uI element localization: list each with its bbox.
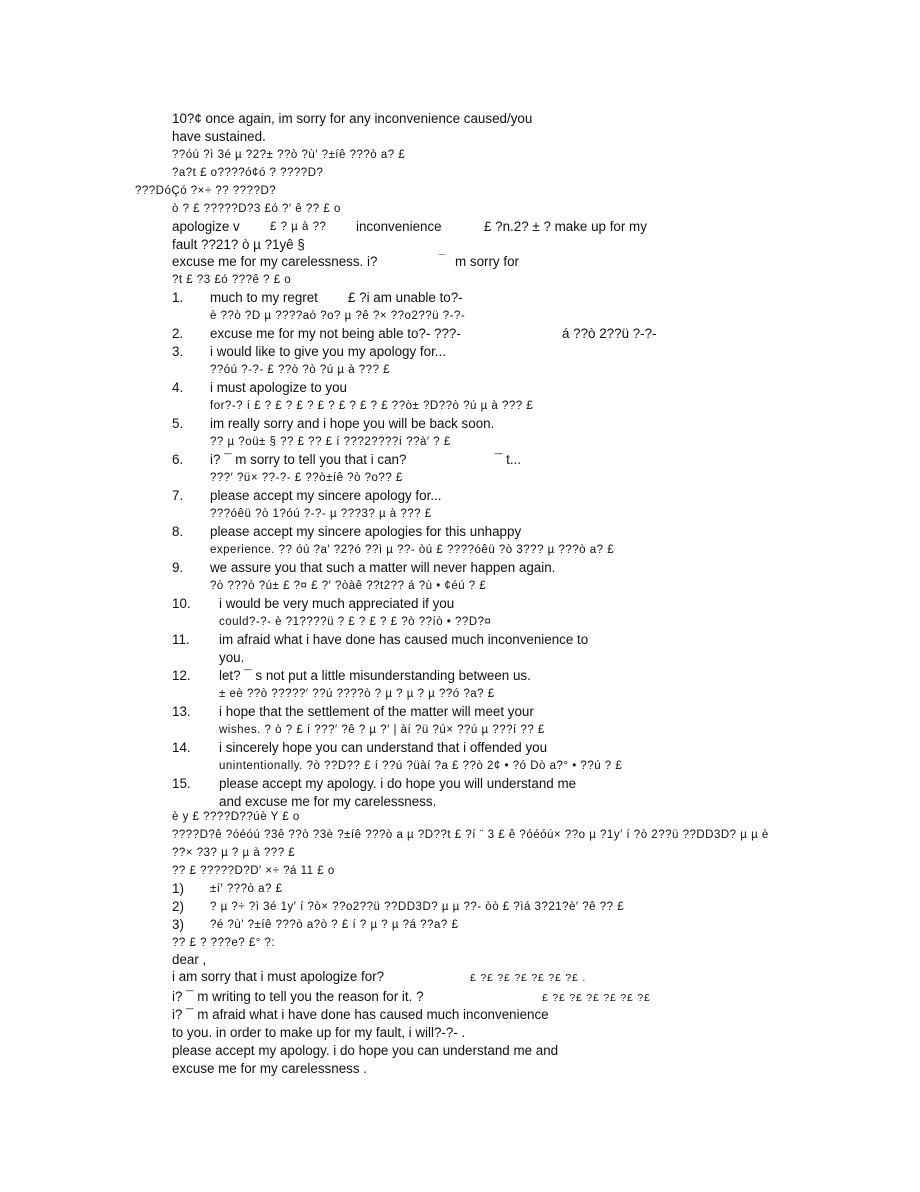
item-line: ± eè ??ò ?????′ ??ú ????ò ? µ ? µ ? µ ??ó ?a? £ xyxy=(219,688,495,700)
intro-line-3: ??óú ?ì 3é µ ?2?± ??ò ?ù′ ?±íê ???ò a? £ xyxy=(172,149,406,161)
item-number: 6. xyxy=(172,452,184,467)
template-line-6: excuse me for my carelessness . xyxy=(172,1061,367,1076)
item-number: 1. xyxy=(172,290,184,305)
vocab-excuse: excuse me for my carelessness. i? xyxy=(172,254,378,269)
item-line: please accept my sincere apology for... xyxy=(210,488,442,503)
template-line-3: i? ¯ m afraid what i have done has caused much inconvenience xyxy=(172,1007,549,1022)
item-line: i would be very much appreciated if you xyxy=(219,596,455,611)
vocab-makeup: £ ?n.2? ± ? make up for my xyxy=(484,219,647,234)
item-number: 12. xyxy=(172,668,191,683)
item-line: i sincerely hope you can understand that i offended you xyxy=(219,740,548,755)
template-line-1: i am sorry that i must apologize for? xyxy=(172,969,385,984)
template-dear: dear , xyxy=(172,952,207,967)
template-heading: ?? £ ? ???e? £° ?: xyxy=(172,937,276,949)
item-number: 8. xyxy=(172,524,184,539)
item-line: ???′ ?ü× ??-?- £ ??ò±íê ?ò ?o?? £ xyxy=(210,472,403,484)
item-line: could?-?- è ?1????ü ? £ ? £ ? £ ?ò ??íò • ??D?¤ xyxy=(219,616,492,628)
item-number: 15. xyxy=(172,776,191,791)
item-number: 11. xyxy=(172,632,190,647)
item-number: 3. xyxy=(172,344,184,359)
intro-line-4: ?a?t £ o????ó¢ó ? ????D? xyxy=(172,167,324,179)
intro-line-1: 10?¢ once again, im sorry for any inconvenience caused/you xyxy=(172,111,533,126)
item-line: ?? µ ?oü± § ?? £ ?? £ í ???2????í ??à′ ? £ xyxy=(210,436,451,448)
vocab-excuse-tail: m sorry for xyxy=(455,254,519,269)
point-text: ?é ?ù′ ?±íê ???ò a?ò ? £ í ? µ ? µ ?á ??a? £ xyxy=(210,919,459,931)
item-line: please accept my sincere apologies for this unhappy xyxy=(210,524,522,539)
item-line: unintentionally. ?ò ??D?? £ í ??ú ?üàí ?a £ ??ò 2¢ • ?ó Dò a?° • ??ú ? £ xyxy=(219,760,623,772)
point-text: ±í′ ???ò a? £ xyxy=(210,883,283,895)
after-line: ?? £ ?????D?D′ ×÷ ?á 11 £ o xyxy=(172,865,335,877)
subheading-2: ?t £ ?3 £ó ???ê ? £ o xyxy=(172,274,292,286)
item-line: excuse me for my not being able to?- ???- xyxy=(210,326,461,341)
item-line: i must apologize to you xyxy=(210,380,347,395)
point-text: ? µ ?÷ ?ì 3é 1y′ í ?ò× ??o2??ü ??DD3D? µ µ ??- òò £ ?ìá 3?21?è′ ?ê ?? £ xyxy=(210,901,625,913)
template-line-4: to you. in order to make up for my fault, i will?-?- . xyxy=(172,1025,466,1040)
item-number: 13. xyxy=(172,704,191,719)
item-line: let? ¯ s not put a little misunderstanding between us. xyxy=(219,668,531,683)
item-line: experience. ?? óú ?a′ ?2?ó ??ì µ ??- òú £ ????óêü ?ò 3??? µ ???ò a? £ xyxy=(210,544,615,556)
item-line: im really sorry and i hope you will be back soon. xyxy=(210,416,495,431)
item-line: ?ò ???ò ?ú± £ ?¤ £ ?′ ?òàê ??t2?? á ?ù • ¢éú ? £ xyxy=(210,580,487,592)
point-number: 2) xyxy=(172,899,184,914)
item-line: for?-? í £ ? £ ? £ ? £ ? £ ? £ ? £ ??ò± ?D??ò ?ú µ à ??? £ xyxy=(210,400,534,412)
item-line: ??óú ?-?- £ ??ò ?ò ?ú µ à ??? £ xyxy=(210,364,391,376)
item-number: 7. xyxy=(172,488,184,503)
section-heading: ???DóÇó ?×÷ ?? ????D? xyxy=(135,185,277,197)
item-extra: ¯ t... xyxy=(495,452,521,467)
template-line-1-tail: £ ?£ ?£ ?£ ?£ ?£ ?£ . xyxy=(470,972,587,984)
vocab-fault: fault ??21? ò µ ?1yê § xyxy=(172,237,305,252)
item-number: 4. xyxy=(172,380,184,395)
item-line: we assure you that such a matter will never happen again. xyxy=(210,560,556,575)
subheading-1: ò ? £ ?????D?3 £ó ?′ ê ?? £ o xyxy=(172,203,341,215)
template-line-5: please accept my apology. i do hope you can understand me and xyxy=(172,1043,559,1058)
vocab-apologize: apologize v xyxy=(172,219,240,234)
item-line: wishes. ? ò ? £ í ???′ ?ê ? µ ?′ | àí ?ü ?ú× ??ú µ ???í ?? £ xyxy=(219,724,545,736)
item-line: and excuse me for my carelessness. xyxy=(219,794,437,809)
vocab-apologize-gloss: £ ? µ à ?? xyxy=(270,221,327,233)
template-line-2-tail: £ ?£ ?£ ?£ ?£ ?£ ?£ xyxy=(542,992,651,1004)
item-line: ???óêü ?ò 1?óú ?-?- µ ???3? µ à ??? £ xyxy=(210,508,432,520)
item-line: i? ¯ m sorry to tell you that i can? xyxy=(210,452,407,467)
item-line: much to my regret xyxy=(210,290,318,305)
item-line: im afraid what i have done has caused much inconvenience to xyxy=(219,632,589,647)
item-extra: £ ?i am unable to?- xyxy=(348,290,463,305)
item-line: you. xyxy=(219,650,245,665)
vocab-excuse-mark: ¯ xyxy=(439,253,446,265)
intro-line-2: have sustained. xyxy=(172,129,266,144)
point-number: 3) xyxy=(172,917,184,932)
template-line-2: i? ¯ m writing to tell you the reason for it. ? xyxy=(172,989,424,1004)
item-number: 9. xyxy=(172,560,184,575)
item-line: è ??ò ?D µ ????aò ?o? µ ?ê ?× ??o2??ü ?-?- xyxy=(210,310,466,322)
item-number: 5. xyxy=(172,416,184,431)
after-line: è y £ ????D??úè Y £ o xyxy=(172,811,300,823)
item-line: i would like to give you my apology for... xyxy=(210,344,446,359)
point-number: 1) xyxy=(172,881,184,896)
item-number: 14. xyxy=(172,740,191,755)
item-line: please accept my apology. i do hope you will understand me xyxy=(219,776,577,791)
vocab-inconvenience: inconvenience xyxy=(356,219,442,234)
item-line: i hope that the settlement of the matter will meet your xyxy=(219,704,534,719)
after-line: ??× ?3? µ ? µ à ??? £ xyxy=(172,847,296,859)
item-number: 10. xyxy=(172,596,191,611)
item-number: 2. xyxy=(172,326,184,341)
item-extra: á ??ò 2??ü ?-?- xyxy=(562,326,657,341)
after-line: ????D?ê ?óéóú ?3ê ??ò ?3è ?±íê ???ò a µ ?D??t £ ?í ¨ 3 £ ê ?óéóú× ??o µ ?1y′ í ?ò 2??ü ??DD3D? µ µ è xyxy=(172,829,769,841)
